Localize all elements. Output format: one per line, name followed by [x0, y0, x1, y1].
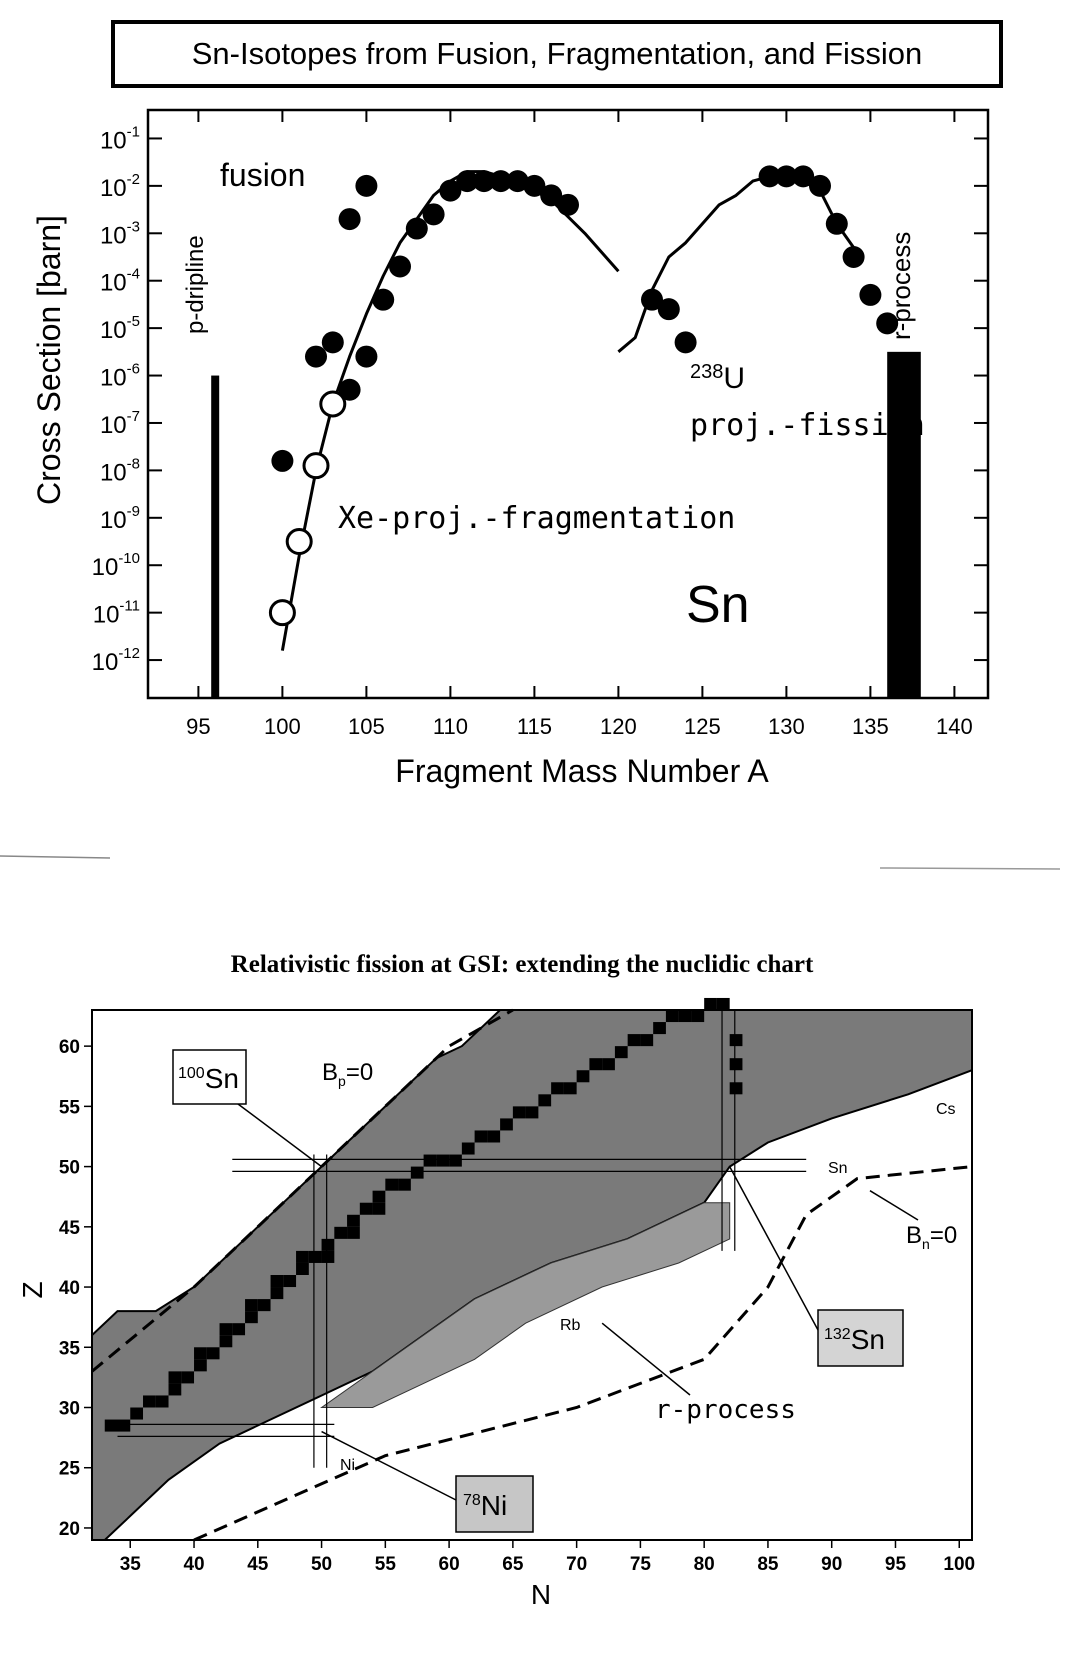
- stable-nucleus-cell: [232, 1323, 245, 1335]
- chart1-x-tick-label: 115: [516, 714, 552, 739]
- stable-nucleus-cell: [526, 1106, 539, 1118]
- stable-nucleus-cell: [296, 1251, 309, 1263]
- stable-nucleus-cell: [347, 1227, 360, 1239]
- chart1-y-tick-label: $10^{-10}$: [91, 550, 140, 582]
- filled-data-point: [355, 175, 377, 197]
- label-100sn-text: Sn: [204, 1063, 239, 1094]
- fission-curve: [618, 176, 853, 351]
- label-132sn-sup: 132: [824, 1326, 851, 1343]
- filled-data-point: [859, 284, 881, 306]
- chart1-y-tick-label: $10^{-9}$: [99, 502, 140, 534]
- stable-nucleus-cell: [551, 1082, 564, 1094]
- open-data-point: [321, 392, 345, 416]
- chart2-y-tick-label: 35: [58, 1338, 80, 1360]
- chart1-y-tick-label: $10^{-2}$: [99, 170, 140, 202]
- chart2-x-tick-label: 95: [884, 1554, 907, 1575]
- stable-nucleus-cell: [258, 1299, 271, 1311]
- bp-label: $B_p=0$: [322, 1059, 374, 1089]
- chart2-x-tick-label: 60: [438, 1554, 460, 1575]
- chart1-y-tick-label: $10^{-1}$: [99, 123, 140, 155]
- chart1-x-tick-label: 120: [600, 714, 637, 739]
- stable-nucleus-cell: [666, 1010, 679, 1022]
- chart2-x-tick-label: 70: [566, 1554, 588, 1575]
- chart2-x-axis-title: N: [530, 1579, 552, 1610]
- chart1-y-tick-label: $10^{-5}$: [99, 313, 140, 345]
- stable-nucleus-cell: [360, 1203, 373, 1215]
- stable-nucleus-cell: [347, 1215, 360, 1227]
- stable-nucleus-cell: [373, 1203, 386, 1215]
- chart1-x-tick-label: 100: [264, 714, 301, 739]
- stable-nucleus-cell: [653, 1022, 666, 1034]
- filled-data-point: [826, 213, 848, 235]
- chart2-y-tick-label: 55: [58, 1097, 80, 1119]
- chart1-x-tick-label: 95: [186, 714, 211, 739]
- stable-nucleus-cell: [334, 1227, 347, 1239]
- scan-smudge-right: [880, 868, 1060, 869]
- stable-nucleus-cell: [730, 1034, 743, 1046]
- filled-data-point: [271, 450, 293, 472]
- chart2-x-tick-label: 75: [629, 1554, 651, 1575]
- stable-nucleus-cell: [245, 1311, 258, 1323]
- filled-data-point: [372, 289, 394, 311]
- label-78ni-text: Ni: [480, 1490, 508, 1521]
- chart1-title: Sn-Isotopes from Fusion, Fragmentation, and Fission: [191, 36, 923, 71]
- chart1-y-tick-label: $10^{-3}$: [99, 218, 140, 250]
- stable-nucleus-cell: [245, 1299, 258, 1311]
- filled-data-point: [355, 346, 377, 368]
- label-132sn: [818, 1310, 903, 1366]
- stable-nucleus-cell: [717, 998, 730, 1010]
- stable-nucleus-cell: [691, 1010, 704, 1022]
- stable-nucleus-cell: [615, 1046, 628, 1058]
- stable-nucleus-cell: [181, 1371, 194, 1383]
- element-sn-label: Sn: [686, 576, 750, 634]
- open-data-point: [270, 601, 294, 625]
- chart2-x-tick-label: 55: [374, 1554, 396, 1575]
- stable-nucleus-cell: [207, 1347, 220, 1359]
- filled-data-point: [339, 208, 361, 230]
- fission-element: U: [723, 362, 746, 395]
- filled-data-point: [658, 298, 680, 320]
- chart2-x-tick-label: 80: [693, 1554, 715, 1575]
- chart2-x-tick-label: 100: [943, 1554, 976, 1575]
- r-process-band: [887, 352, 921, 698]
- chart2-x-ticks: [120, 1540, 975, 1575]
- chart1-x-tick-label: 130: [768, 714, 805, 739]
- stable-nucleus-cell: [169, 1371, 182, 1383]
- stable-nucleus-cell: [564, 1082, 577, 1094]
- stable-nucleus-cell: [628, 1034, 641, 1046]
- chart2-y-ticks: [59, 1037, 92, 1540]
- stable-nucleus-cell: [194, 1347, 207, 1359]
- stable-nucleus-cell: [500, 1118, 513, 1130]
- fusion-label: fusion: [220, 157, 306, 193]
- chart1-x-axis-title: Fragment Mass Number A: [395, 753, 769, 789]
- stable-nucleus-cell: [143, 1395, 156, 1407]
- stable-nucleus-cell: [704, 998, 717, 1010]
- stable-nucleus-cell: [220, 1335, 233, 1347]
- chart1-x-tick-label: 110: [432, 714, 468, 739]
- open-data-point: [287, 530, 311, 554]
- open-data-point: [304, 454, 328, 478]
- nuclide-chart: [17, 951, 975, 1610]
- filled-data-point: [406, 218, 428, 240]
- stable-nucleus-cell: [513, 1106, 526, 1118]
- stable-nucleus-cell: [589, 1058, 602, 1070]
- stable-nucleus-cell: [538, 1094, 551, 1106]
- filled-data-point: [809, 175, 831, 197]
- label-78ni-sup: 78: [463, 1492, 481, 1509]
- r-process-path-label: r-process: [655, 1395, 796, 1425]
- stable-nucleus-cell: [449, 1155, 462, 1167]
- filled-data-point: [843, 246, 865, 268]
- stable-nucleus-cell: [730, 1058, 743, 1070]
- cross-section-chart: [31, 22, 1001, 789]
- stable-nucleus-cell: [385, 1179, 398, 1191]
- chart1-y-tick-label: $10^{-11}$: [92, 597, 140, 629]
- stable-nucleus-cell: [271, 1275, 284, 1287]
- bn-label: $B_n=0$: [906, 1222, 958, 1252]
- scan-smudge: [0, 856, 110, 858]
- chart2-y-tick-label: 20: [58, 1518, 80, 1540]
- stable-nucleus-cell: [322, 1251, 335, 1263]
- stable-nucleus-cell: [424, 1155, 437, 1167]
- cs-label: Cs: [936, 1101, 956, 1118]
- chart2-title: Relativistic fission at GSI: extending the nuclidic chart: [230, 951, 814, 978]
- chart1-x-tick-label: 125: [684, 714, 721, 739]
- chart2-x-tick-label: 85: [757, 1554, 779, 1575]
- stable-nucleus-cell: [118, 1420, 131, 1432]
- p-dripline-label: p-dripline: [182, 235, 209, 334]
- filled-data-point: [675, 331, 697, 353]
- stable-nucleus-cell: [462, 1143, 475, 1155]
- fission-mass-number: 238: [690, 361, 724, 383]
- stable-nucleus-cell: [487, 1130, 500, 1142]
- chart2-x-tick-label: 40: [183, 1554, 205, 1575]
- stable-nucleus-cell: [436, 1155, 449, 1167]
- chart1-x-tick-label: 135: [852, 714, 889, 739]
- stable-nucleus-cell: [283, 1275, 296, 1287]
- chart1-x-tick-label: 105: [348, 714, 385, 739]
- chart1-y-ticks: [92, 123, 988, 676]
- stable-nucleus-cell: [577, 1070, 590, 1082]
- chart2-y-tick-label: 40: [58, 1278, 80, 1300]
- fragmentation-label: Xe-proj.-fragmentation: [338, 501, 736, 536]
- label-132sn-text: Sn: [850, 1324, 885, 1355]
- stable-nucleus-cell: [169, 1383, 182, 1395]
- chart2-y-axis-title: Z: [17, 1281, 48, 1299]
- label-100sn: [173, 1050, 246, 1104]
- r-process-label: r-process: [886, 231, 916, 340]
- filled-data-point: [322, 331, 344, 353]
- label-78ni: [456, 1476, 533, 1532]
- stable-nucleus-cell: [679, 1010, 692, 1022]
- fission-label-line2: proj.-fission: [690, 408, 925, 443]
- filled-data-point: [305, 346, 327, 368]
- chart2-y-tick-label: 45: [58, 1217, 80, 1239]
- chart2-y-tick-label: 60: [58, 1037, 80, 1059]
- label-100sn-sup: 100: [178, 1065, 205, 1082]
- stable-nucleus-cell: [602, 1058, 615, 1070]
- stable-nucleus-cell: [373, 1191, 386, 1203]
- chart1-y-tick-label: $10^{-4}$: [99, 265, 140, 297]
- stable-nucleus-cell: [640, 1034, 653, 1046]
- chart2-y-tick-label: 30: [58, 1398, 80, 1420]
- filled-data-point: [423, 203, 445, 225]
- chart2-y-tick-label: 50: [58, 1157, 80, 1179]
- chart1-y-tick-label: $10^{-7}$: [99, 407, 140, 439]
- stable-nucleus-cell: [322, 1239, 335, 1251]
- stable-nucleus-cell: [730, 1082, 743, 1094]
- chart1-y-axis-title: Cross Section [barn]: [31, 215, 67, 505]
- chart1-y-tick-label: $10^{-6}$: [99, 360, 140, 392]
- chart1-y-tick-label: $10^{-8}$: [99, 455, 140, 487]
- stable-nucleus-cell: [220, 1323, 233, 1335]
- sn-line-label: Sn: [828, 1160, 848, 1177]
- filled-data-point: [389, 255, 411, 277]
- chart1-x-tick-label: 140: [936, 714, 973, 739]
- stable-nucleus-cell: [271, 1287, 284, 1299]
- p-dripline-bar: [211, 376, 219, 698]
- stable-nucleus-cell: [475, 1130, 488, 1142]
- stable-nucleus-cell: [105, 1420, 118, 1432]
- chart2-x-tick-label: 50: [310, 1554, 333, 1575]
- chart2-x-tick-label: 45: [247, 1554, 269, 1575]
- chart2-x-tick-label: 35: [119, 1554, 141, 1575]
- fission-label-line1: [690, 361, 745, 395]
- chart2-x-tick-label: 90: [821, 1554, 843, 1575]
- stable-nucleus-cell: [398, 1179, 411, 1191]
- stable-nucleus-cell: [130, 1408, 143, 1420]
- stable-nucleus-cell: [296, 1263, 309, 1275]
- stable-nucleus-cell: [194, 1359, 207, 1371]
- chart2-x-tick-label: 65: [502, 1554, 524, 1575]
- ni-line-label: Ni: [340, 1457, 356, 1474]
- filled-data-point: [557, 194, 579, 216]
- chart1-y-tick-label: $10^{-12}$: [91, 645, 140, 677]
- chart2-y-tick-label: 25: [58, 1458, 80, 1480]
- stable-nucleus-cell: [411, 1167, 424, 1179]
- rb-label: Rb: [560, 1317, 581, 1334]
- stable-nucleus-cell: [309, 1251, 322, 1263]
- stable-nucleus-cell: [156, 1395, 169, 1407]
